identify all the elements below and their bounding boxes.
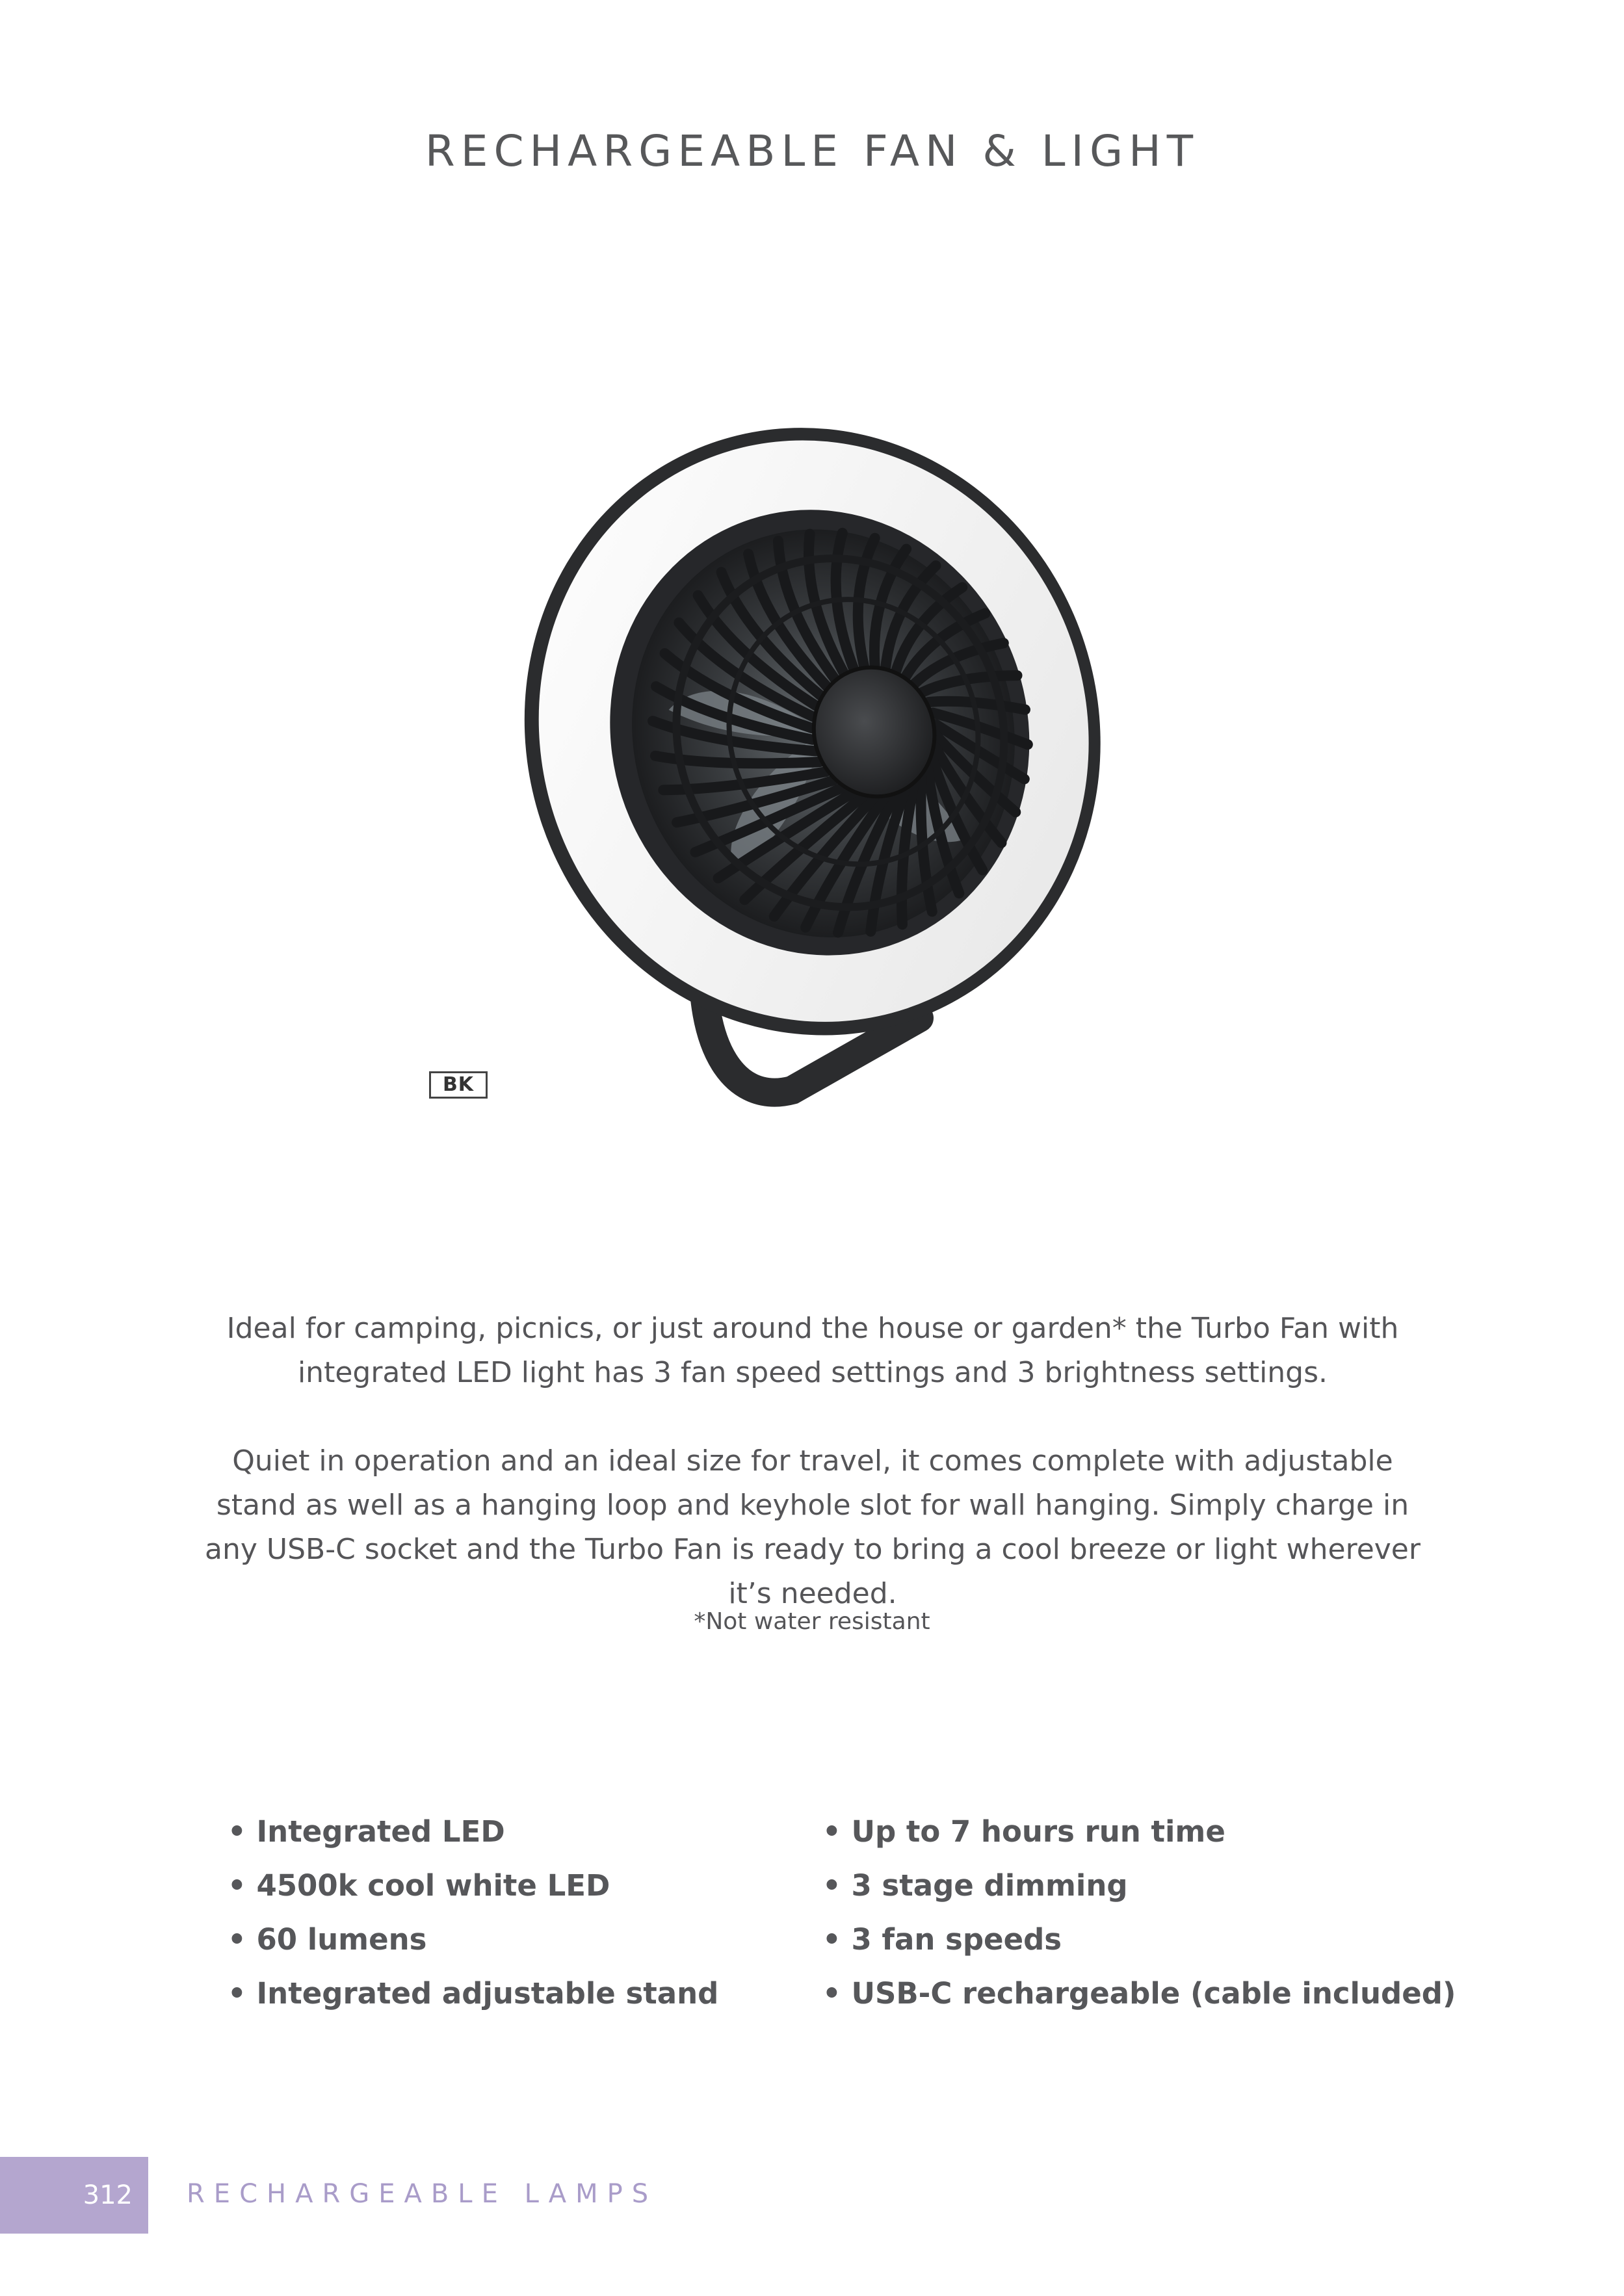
section-label: RECHARGEABLE LAMPS <box>187 2179 658 2209</box>
footnote: *Not water resistant <box>694 1608 930 1635</box>
description-paragraph-1: Ideal for camping, picnics, or just around the house or garden* the Turbo Fan with integrated LED light has 3 fan speed settings and 3 brightness settings. <box>226 1312 1399 1389</box>
feature-item: • USB-C rechargeable (cable included) <box>822 1966 1456 2020</box>
features-list-right <box>822 1805 1456 2020</box>
feature-item: • 3 stage dimming <box>822 1859 1456 1912</box>
features-list-left <box>228 1805 718 2020</box>
feature-item: • Integrated LED <box>228 1805 718 1859</box>
feature-item: • 3 fan speeds <box>822 1912 1456 1966</box>
feature-item: • 60 lumens <box>228 1912 718 1966</box>
feature-item: • Integrated adjustable stand <box>228 1966 718 2020</box>
page-number-tab <box>0 2157 148 2234</box>
page-title: RECHARGEABLE FAN & LIGHT <box>425 126 1199 177</box>
fan-product-image <box>416 364 1196 1144</box>
feature-item: • Up to 7 hours run time <box>822 1805 1456 1859</box>
description-paragraph-2: Quiet in operation and an ideal size for travel, it comes complete with adjustable stand as well as a hanging loop and keyhole slot for wall hanging. Simply charge in any USB-C socket and the Turbo Fan is ready to bring a cool breeze or light wherever it’s needed. <box>205 1444 1421 1610</box>
colour-code-badge: BK <box>429 1071 488 1099</box>
page-number: 312 <box>83 2180 133 2210</box>
feature-item: • 4500k cool white LED <box>228 1859 718 1912</box>
